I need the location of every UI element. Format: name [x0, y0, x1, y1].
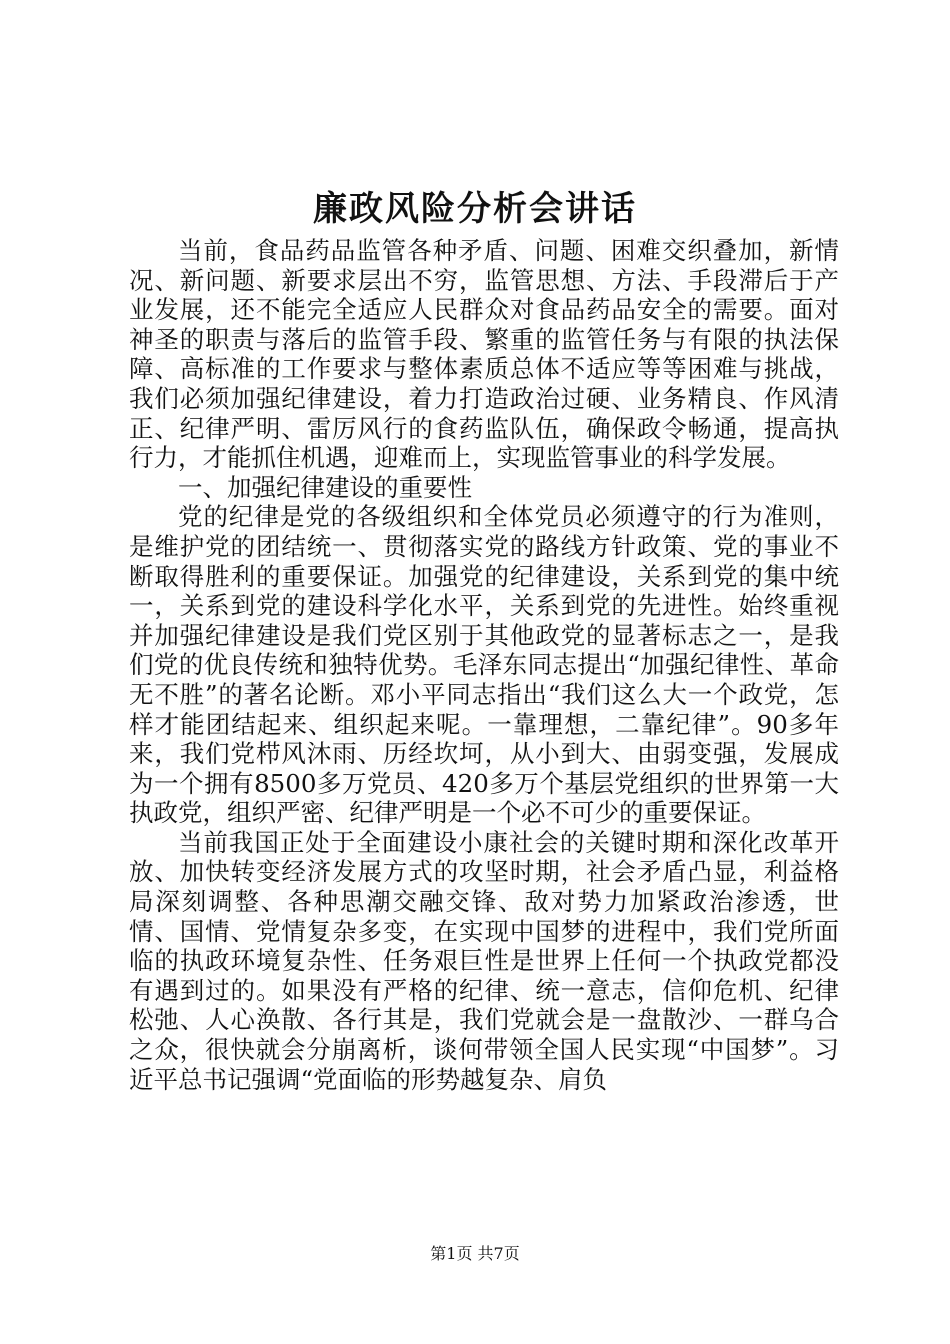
paragraph-intro: 当前，食品药品监管各种矛盾、问题、困难交织叠加，新情况、新问题、新要求层出不穷，监管思想、方法、手段滞后于产业发展，还不能完全适应人民群众对食品药品安全的需要。面对神圣的职责与落后的监管手段、繁重的监管任务与有限的执法保障、高标准的工作要求与整体素质总体不适应等等困难与挑战，我们必须加强纪律建设，着力打造政治过硬、业务精良、作风清正、纪律严明、雷厉风行的食药监队伍，确保政令畅通，提高执行力，才能抓住机遇，迎难而上，实现监管事业的科学发展。 — [129, 236, 839, 473]
document-title: 廉政风险分析会讲话 — [313, 189, 637, 229]
paragraph-current-situation: 当前我国正处于全面建设小康社会的关键时期和深化改革开放、加快转变经济发展方式的攻坚时期，社会矛盾凸显，利益格局深刻调整、各种思潮交融交锋、敌对势力加紧政治渗透，世情、国情、党情复杂多变，在实现中国梦的进程中，我们党所面临的执政环境复杂性、任务艰巨性是世界上任何一个执政党都没有遇到过的。如果没有严格的纪律、统一意志，信仰危机、纪律松弛、人心涣散、各行其是，我们党就会是一盘散沙、一群乌合之众，很快就会分崩离析，谈何带领全国人民实现“中国梦”。习近平总书记强调“党面临的形势越复杂、肩负 — [129, 827, 839, 1094]
document-body — [129, 236, 839, 1094]
paragraph-discipline: 党的纪律是党的各级组织和全体党员必须遵守的行为准则，是维护党的团结统一、贯彻落实党的路线方针政策、党的事业不断取得胜利的重要保证。加强党的纪律建设，关系到党的集中统一，关系到党的建设科学化水平，关系到党的先进性。始终重视并加强纪律建设是我们党区别于其他政党的显著标志之一，是我们党的优良传统和独特优势。毛泽东同志提出“加强纪律性、革命无不胜”的著名论断。邓小平同志指出“我们这么大一个政党，怎样才能团结起来、组织起来呢。一靠理想，二靠纪律”。90多年来，我们党栉风沐雨、历经坎坷，从小到大、由弱变强，发展成为一个拥有8500多万党员、420多万个基层党组织的世界第一大执政党，组织严密、纪律严明是一个必不可少的重要保证。 — [129, 502, 839, 828]
page-number-footer: 第1页 共7页 — [430, 1244, 520, 1263]
section-heading-1: 一、加强纪律建设的重要性 — [178, 472, 472, 502]
